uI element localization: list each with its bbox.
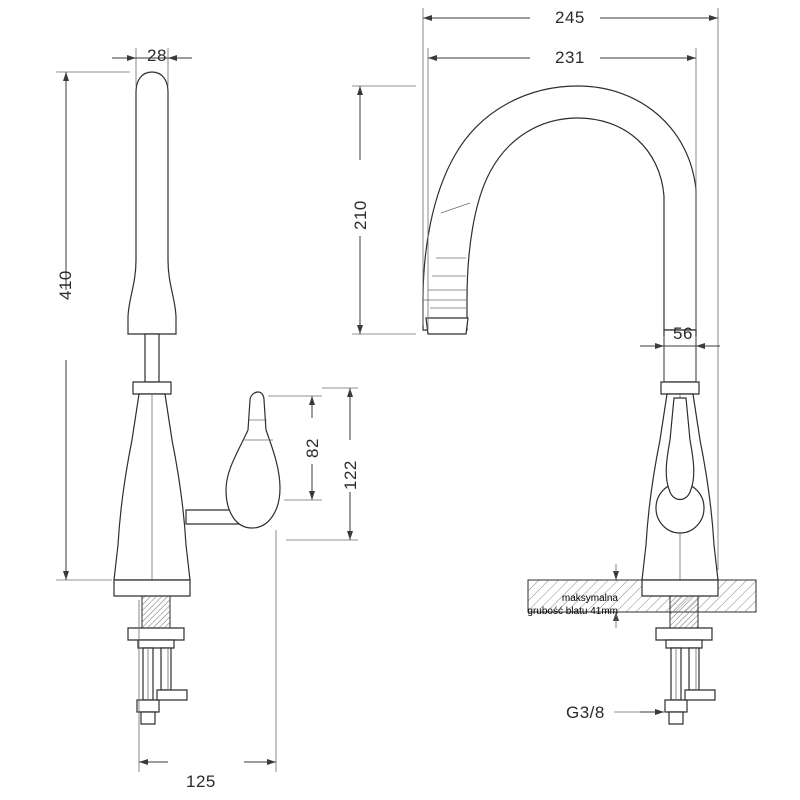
dim-label-handle-height: 82 xyxy=(303,438,322,458)
left-view-faucet xyxy=(56,48,358,772)
dim-label-thread: G3/8 xyxy=(566,703,605,722)
annotation-counter-thickness: maksymalna grubość blatu 41mm xyxy=(527,593,618,617)
dim-label-spout-width: 28 xyxy=(147,46,167,65)
dim-label-body-width: 56 xyxy=(673,324,693,343)
dim-label-spout-reach: 231 xyxy=(555,48,585,67)
dim-label-base-width: 125 xyxy=(186,772,216,791)
dim-label-spout-height: 210 xyxy=(351,200,370,230)
dim-label-handle-block-height: 122 xyxy=(341,460,360,490)
dim-label-total-height: 410 xyxy=(56,270,75,300)
dim-label-overall-depth: 245 xyxy=(555,8,585,27)
